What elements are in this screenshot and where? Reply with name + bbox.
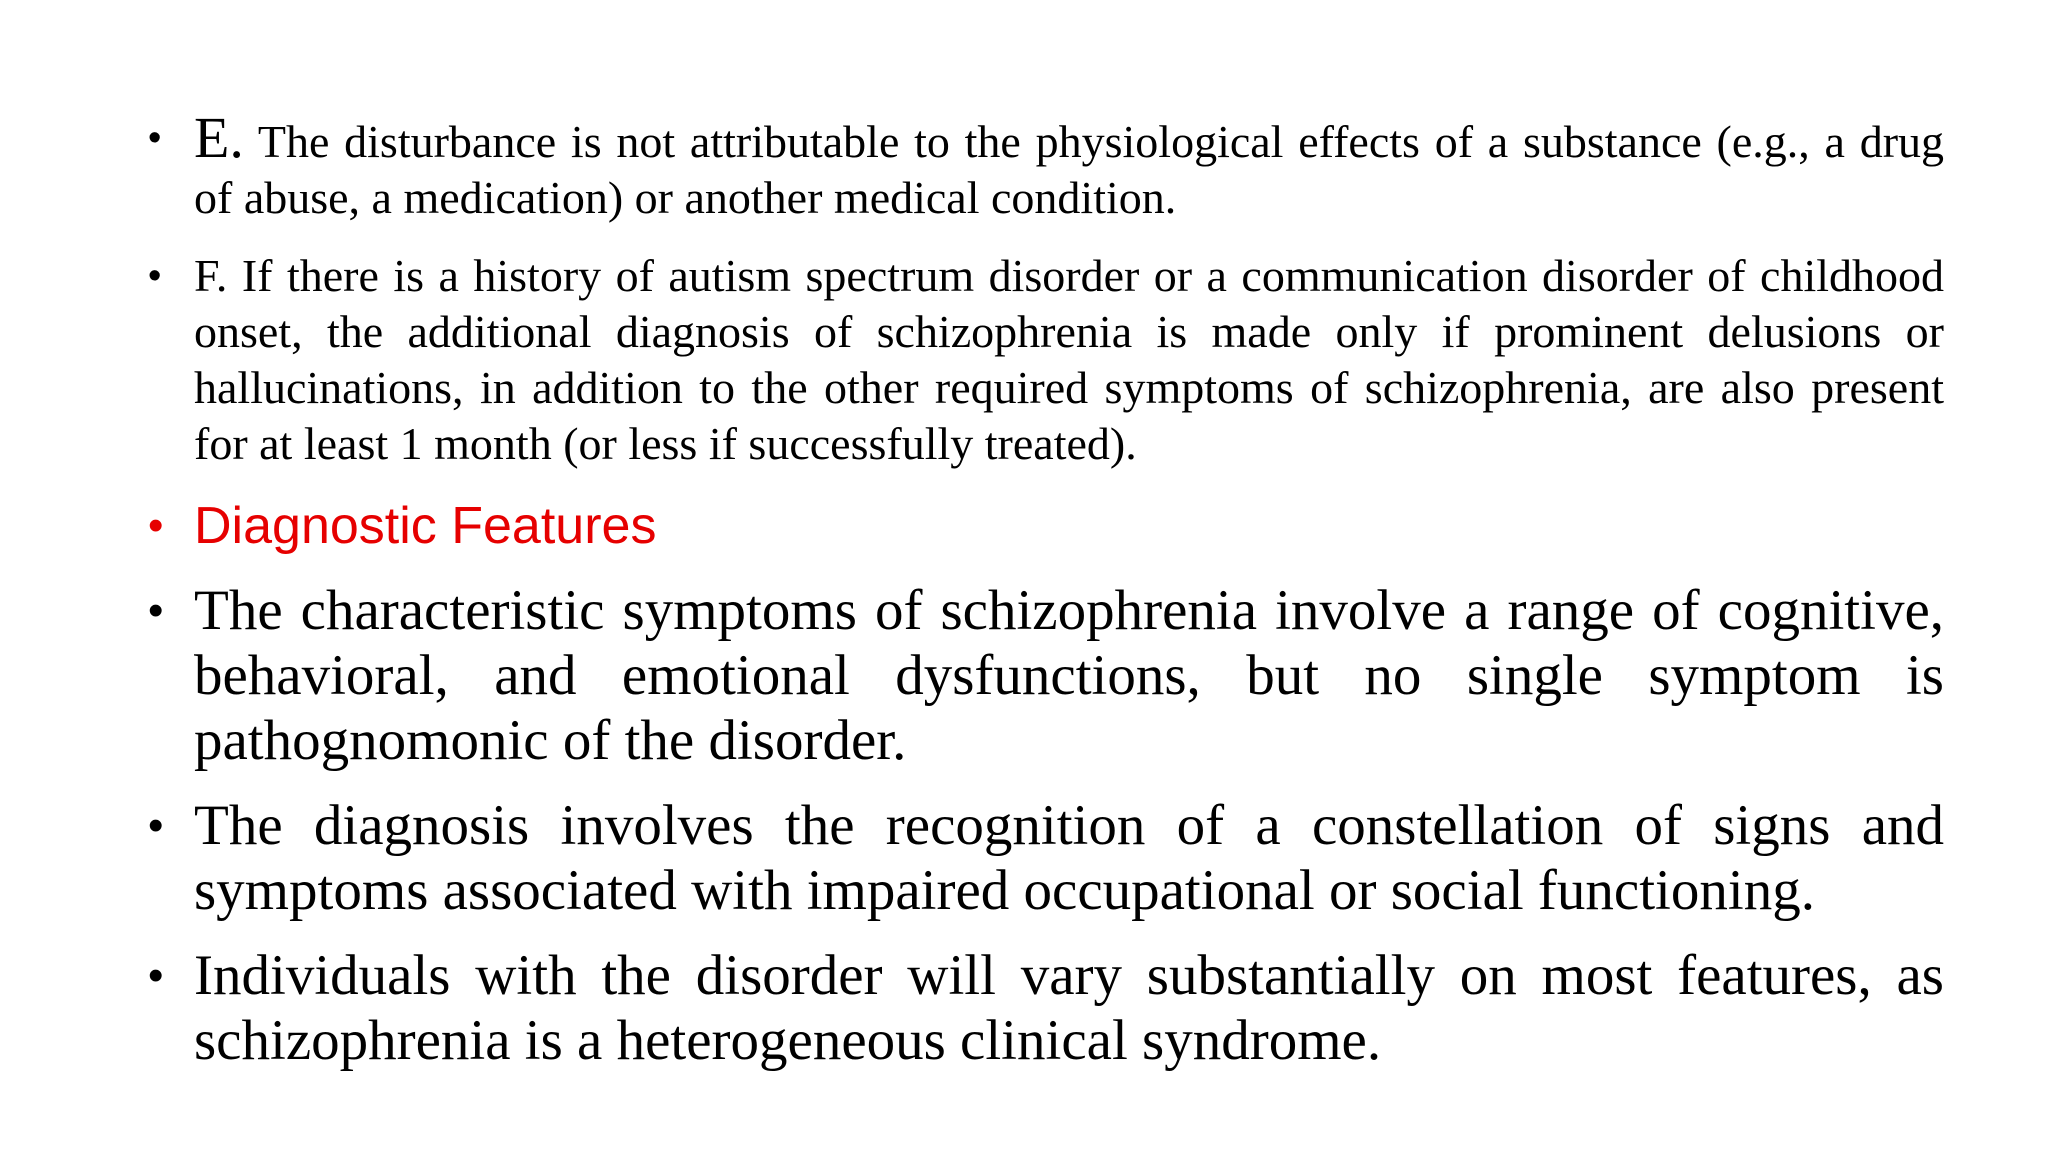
bullet-marker: • bbox=[148, 117, 162, 159]
criterion-e bbox=[148, 105, 1945, 226]
criterion-e-text: The disturbance is not attributable to the physiological effects of a substance (e.g., a drug of abuse, a medication) or another medical condition. bbox=[194, 116, 1945, 223]
feature-characteristic-symptoms bbox=[148, 578, 1944, 773]
bullet-marker: • bbox=[148, 255, 162, 297]
bullet-marker: • bbox=[148, 801, 164, 850]
feature-heterogeneity-text: Individuals with the disorder will vary substantially on most features, as schizophrenia is a heterogeneous clinical syndrome. bbox=[194, 944, 1944, 1072]
bullet-list bbox=[148, 105, 1945, 1093]
criterion-f bbox=[148, 248, 1944, 472]
feature-diagnosis-text: The diagnosis involves the recognition of a constellation of signs and symptoms associated with impaired occupational or social functioning. bbox=[194, 794, 1944, 922]
bullet-marker: • bbox=[148, 586, 164, 635]
criterion-f-text: F. If there is a history of autism spectrum disorder or a communication disorder of childhood onset, the additional diagnosis of schizophrenia is made only if prominent delusions or hallucinations, in addition to the other required symptoms of schizophrenia, are also present for at least 1 month (or less if successfully treated). bbox=[194, 250, 1944, 469]
feature-characteristic-symptoms-text: The characteristic symptoms of schizophrenia involve a range of cognitive, behavioral, and emotional dysfunctions, but no single symptom is pathognomonic of the disorder. bbox=[194, 579, 1944, 772]
section-heading bbox=[148, 494, 1944, 558]
section-heading-text: Diagnostic Features bbox=[194, 497, 657, 555]
bullet-marker: • bbox=[148, 501, 164, 550]
bullet-marker: • bbox=[148, 951, 164, 1000]
feature-diagnosis bbox=[148, 793, 1944, 923]
criterion-e-letter: E. bbox=[194, 105, 244, 170]
feature-heterogeneity bbox=[148, 943, 1944, 1073]
